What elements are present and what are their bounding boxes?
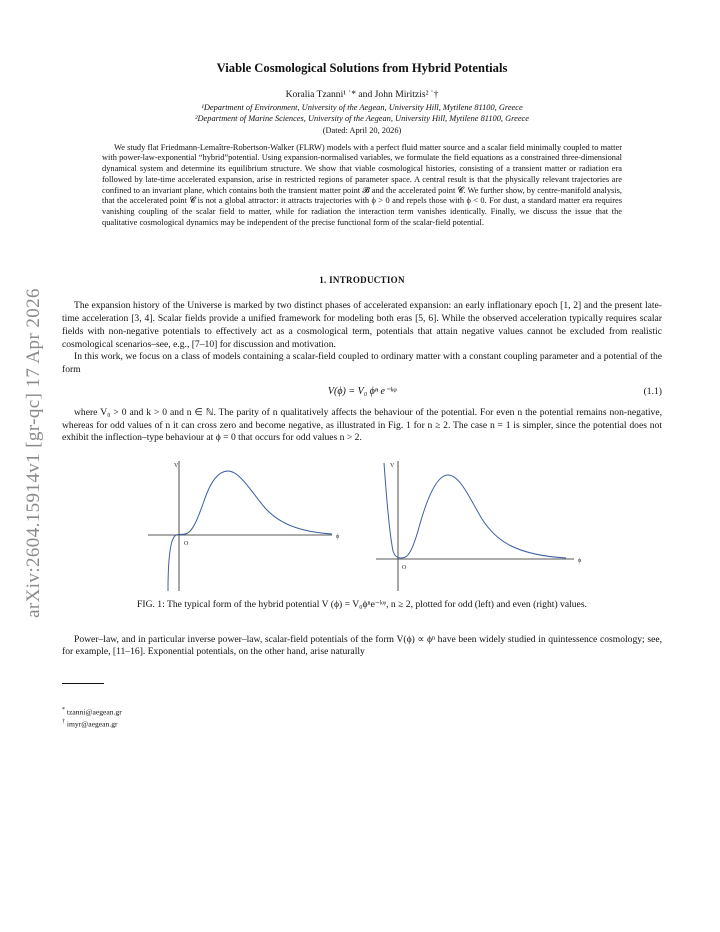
affiliation-2: ²Department of Marine Sciences, University of the Aegean, University Hill, Mytilene 81100, Greece [194,114,529,124]
paragraph-after-figure: Power–law, and in particular inverse power–law, scalar-field potentials of the form V(ϕ) ∝ ϕⁿ have been widely studied in quintessence cosmology; see, for example, [11–16]. Exponential potentials, on the other hand, arise naturally [62,633,662,658]
intro-paragraph-1: The expansion history of the Universe is marked by two distinct phases of accelerated expansion: an early inflationary epoch [1, 2] and the present late-time acceleration [3, 4]. Scalar fields provide a unified framework for modeling both eras [5, 6]. While the observed acceleration typically requires scalar fields with non-negative potentials to effectively act as a cosmological term, potentials that attain negative values cannot be excluded from realistic cosmological scenarios–see, e.g., [7–10] for discussion and motivation. [62,300,662,350]
arxiv-identifier-stamp [21,263,47,643]
right-plot-origin-label: O [402,565,407,572]
footnote-2-email[interactable]: imyr@aegean.gr [66,719,118,729]
left-plot-origin-label: O [184,541,189,548]
equation-text: V(ϕ) = V₀ ϕⁿ e⁻ᵏᵠ [327,386,397,398]
left-plot-y-label: V [174,463,179,470]
section-heading-introduction: 1. INTRODUCTION [319,274,405,285]
paper-title: Viable Cosmological Solutions from Hybrid Potentials [216,61,508,75]
left-plot-x-label: ϕ [336,534,340,541]
footnote-2 [62,718,662,730]
intro-paragraph-2: In this work, we focus on a class of models containing a scalar-field coupled to ordinary matter with a constant coupling parameter and a potential of the form [62,351,662,376]
footnote-2-mark: † [62,719,65,726]
intro-paragraph-3: where V₀ > 0 and k > 0 and n ∈ ℕ. The parity of n qualitatively affects the behaviour of the potential. For even n the potential remains non-negative, whereas for odd values of n it can cross zero and become negative, as illustrated in Fig. 1 for n ≥ 2. The case n = 1 is simpler, since the potential does not exhibit the inflection–type behaviour at ϕ = 0 that occurs for odd values n > 2. [62,406,662,444]
author-line: Koralia Tzanni¹ ˙* and John Miritzis² ˙† [285,88,439,100]
footnote-1-email[interactable]: tzanni@aegean.gr [66,707,122,717]
footnote-rule [62,683,104,684]
figure-1-right-plot-even-n [376,451,588,591]
date-line: (Dated: April 20, 2026) [322,126,402,136]
right-plot-x-label: ϕ [578,558,582,565]
equation-number: (1.1) [643,385,662,397]
left-plot-potential-curve [168,471,332,591]
abstract: We study flat Friedmann-Lemaître-Robertson-Walker (FLRW) models with a perfect fluid matter source and a scalar field minimally coupled to matter with power-law-exponential “hybrid”potential. Using expansion-normalised variables, we formulate the field equations as a constrained three-dimensional dynamical system and determine its equilibrium structure. We show that viable cosmological histories, consisting of a transient matter or radiation era followed by late-time accelerated expansion, arise in restricted regions of parameter space. A central result is that the physically relevant trajectories are confined to an invariant plane, which contains both the transient matter point 𝓑 and the accelerated point 𝓒. We further show, by centre-manifold analysis, that the accelerated point 𝓒 is not a global attractor: it attracts trajectories with ϕ > 0 and repels those with ϕ < 0. For dust, a standard matter era requires vanishing coupling of the scalar field to matter, while for radiation the interaction term vanishes identically. Finally, we discuss the issue that the qualitative cosmological dynamics may be independent of the precise functional form of the scalar-field potential. [102,142,622,227]
arxiv-identifier-text: arXiv:2604.15914v1 [gr-qc] 17 Apr 2026 [23,288,45,618]
affiliation-1: ¹Department of Environment, University of the Aegean, University Hill, Mytilene 81100, Greece [201,103,523,113]
figure-1-caption: FIG. 1: The typical form of the hybrid potential V (ϕ) = V₀ϕⁿe⁻ᵏᵠ, n ≥ 2, plotted for odd (left) and even (right) values. [137,599,587,611]
right-plot-y-label: V [390,463,395,470]
footnote-1-mark: * [62,707,65,714]
figure-1 [148,451,588,591]
equation-1-1 [62,381,662,403]
footnote-1 [62,706,662,718]
figure-1-left-plot-odd-n [148,451,348,591]
right-plot-potential-curve [384,463,566,558]
paper-page [62,60,662,730]
